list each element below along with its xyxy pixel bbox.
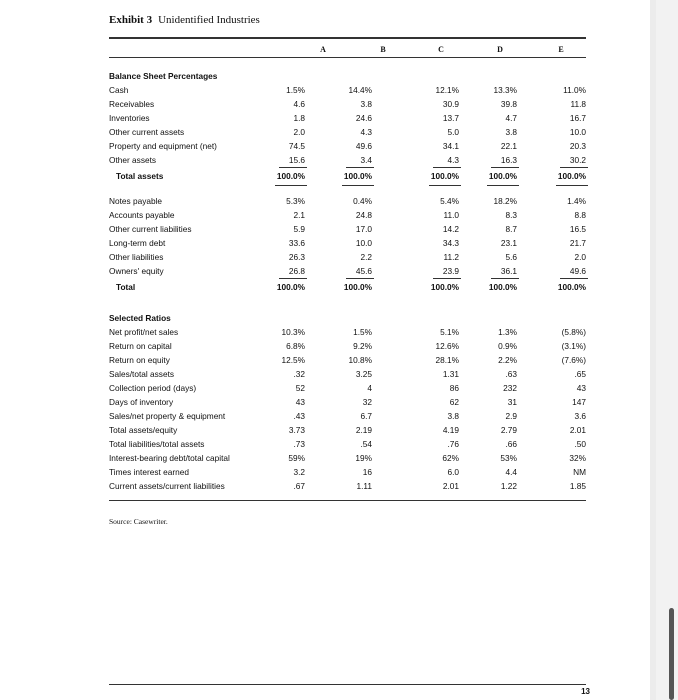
footer-rule [109,684,586,685]
page-number: 13 [581,687,590,696]
table-cell: 5.1% [440,327,459,337]
table-cell: 3.8 [360,99,372,109]
table-cell: 100.0% [488,282,517,292]
table-row [0,438,650,451]
table-row [0,126,650,139]
table-cell: 3.2 [293,467,305,477]
table-cell: 15.6 [288,155,305,165]
total-underline [275,185,307,186]
table-cell: 16.7 [569,113,586,123]
row-label: Accounts payable [109,210,175,220]
header-rule [109,57,586,58]
table-cell: 1.4% [567,196,586,206]
source-note: Source: Casewriter. [109,517,168,526]
table-cell: 43 [576,383,586,393]
table-cell: 6.7 [360,411,372,421]
table-cell: 100.0% [430,282,459,292]
table-cell: 147 [572,397,586,407]
table-row [0,466,650,479]
table-cell: 4.3 [447,155,459,165]
table-cell: .43 [293,411,305,421]
sum-underline [491,278,519,279]
table-cell: 1.5% [353,327,372,337]
table-cell: 31 [507,397,517,407]
table-cell: 2.9 [505,411,517,421]
total-underline [342,185,374,186]
row-label: Interest-bearing debt/total capital [109,453,230,463]
table-cell: 11.8 [570,99,586,109]
table-cell: 33.6 [288,238,305,248]
table-cell: 1.85 [569,481,586,491]
table-cell: 53% [500,453,517,463]
sum-underline [346,278,374,279]
row-label: Net profit/net sales [109,327,179,337]
table-cell: .66 [505,439,517,449]
row-label: Collection period (days) [109,383,197,393]
row-label: Receivables [109,99,155,109]
row-label: Return on equity [109,355,170,365]
row-label: Total liabilities/total assets [109,439,205,449]
table-cell: 74.5 [288,141,305,151]
table-cell: 3.73 [288,425,305,435]
top-rule [109,37,586,39]
table-cell: 30.2 [569,155,586,165]
table-cell: 28.1% [435,355,459,365]
table-cell: 100.0% [343,282,372,292]
column-header: C [438,45,444,54]
table-cell: 19% [355,453,372,463]
table-cell: 39.8 [500,99,517,109]
table-row [0,251,650,264]
table-cell: 14.4% [348,85,372,95]
table-cell: 2.79 [500,425,517,435]
sum-underline [560,167,588,168]
table-row [0,452,650,465]
table-cell: 5.4% [440,196,459,206]
total-underline [556,185,588,186]
row-label: Current assets/current liabilities [109,481,225,491]
table-cell: 2.2% [498,355,517,365]
table-cell: 23.1 [500,238,517,248]
table-cell: 59% [288,453,305,463]
table-cell: 45.6 [355,266,372,276]
sum-underline [491,167,519,168]
table-cell: 9.2% [353,341,372,351]
table-cell: .67 [293,481,305,491]
table-cell: 4 [367,383,372,393]
table-cell: 13.7 [442,113,459,123]
table-cell: 5.3% [286,196,305,206]
table-cell: 1.3% [498,327,517,337]
table-cell: 4.4 [505,467,517,477]
table-cell: 32% [569,453,586,463]
table-cell: 24.6 [355,113,372,123]
table-cell: .54 [360,439,372,449]
row-label: Other current liabilities [109,224,192,234]
table-cell: 2.01 [442,481,459,491]
table-cell: 12.6% [435,341,459,351]
row-label: Notes payable [109,196,163,206]
table-cell: 0.9% [498,341,517,351]
table-cell: (3.1%) [561,341,586,351]
table-row [0,396,650,409]
table-cell: 100.0% [557,171,586,181]
table-cell: 12.1% [435,85,459,95]
table-cell: 16 [362,467,372,477]
table-cell: 23.9 [442,266,459,276]
table-cell: 100.0% [276,171,305,181]
table-cell: 5.0 [447,127,459,137]
table-cell: 0.4% [353,196,372,206]
table-cell: .65 [574,369,586,379]
table-cell: 4.6 [293,99,305,109]
table-cell: 100.0% [488,171,517,181]
row-label: Long-term debt [109,238,166,248]
table-cell: 1.11 [356,481,372,491]
sum-underline [433,167,461,168]
row-label: Cash [109,85,129,95]
table-cell: 26.3 [288,252,305,262]
table-row [0,368,650,381]
table-row [0,265,650,278]
table-row [0,480,650,493]
table-row [0,98,650,111]
table-cell: 22.1 [500,141,517,151]
table-cell: .32 [293,369,305,379]
table-cell: 3.6 [574,411,586,421]
table-cell: 52 [295,383,305,393]
table-row [0,223,650,236]
table-cell: (5.8%) [561,327,586,337]
row-label: Other assets [109,155,157,165]
table-cell: .63 [505,369,517,379]
row-label: Selected Ratios [109,313,171,323]
table-cell: 16.3 [500,155,517,165]
table-cell: 2.19 [355,425,372,435]
table-row [0,424,650,437]
table-cell: 4.7 [505,113,517,123]
column-header: E [558,45,564,54]
table-cell: 1.22 [500,481,517,491]
column-header: A [320,45,326,54]
row-label: Times interest earned [109,467,189,477]
table-row [0,195,650,208]
table-cell: 8.8 [574,210,586,220]
exhibit-title: Exhibit 3 Unidentified Industries [109,14,260,26]
table-cell: 18.2% [493,196,517,206]
table-cell: 49.6 [569,266,586,276]
table-cell: 6.0 [447,467,459,477]
table-cell: 10.8% [348,355,372,365]
table-row [0,326,650,339]
row-label: Balance Sheet Percentages [109,71,218,81]
row-label: Days of inventory [109,397,174,407]
table-cell: 8.7 [505,224,517,234]
table-cell: 10.0 [355,238,372,248]
row-label: Inventories [109,113,150,123]
table-cell: 24.8 [355,210,372,220]
table-cell: 2.1 [293,210,305,220]
table-cell: 5.6 [505,252,517,262]
section-heading [0,70,650,83]
table-cell: 10.3% [281,327,305,337]
table-cell: 20.3 [569,141,586,151]
table-row [0,382,650,395]
total-row [0,170,650,183]
sum-underline [279,278,307,279]
column-header: D [497,45,503,54]
table-cell: 43 [295,397,305,407]
table-cell: 100.0% [430,171,459,181]
sum-underline [346,167,374,168]
table-cell: 11.2 [443,252,459,262]
table-cell: 4.3 [360,127,372,137]
table-cell: 62% [442,453,459,463]
sum-underline [433,278,461,279]
table-cell: 13.3% [493,85,517,95]
scrollbar-track[interactable] [656,0,678,700]
table-cell: 100.0% [557,282,586,292]
table-cell: 26.8 [288,266,305,276]
total-underline [487,185,519,186]
table-cell: 5.9 [293,224,305,234]
sum-underline [279,167,307,168]
table-cell: 86 [449,383,459,393]
table-cell: .76 [447,439,459,449]
table-cell: 232 [503,383,517,393]
row-label: Total assets [116,171,164,181]
table-cell: 6.8% [286,341,305,351]
table-cell: .50 [574,439,586,449]
table-cell: 36.1 [500,266,517,276]
table-cell: 1.5% [286,85,305,95]
table-cell: 49.6 [355,141,372,151]
table-cell: 2.2 [360,252,372,262]
section-heading [0,312,650,325]
table-cell: 14.2 [442,224,459,234]
table-cell: NM [573,467,586,477]
row-label: Total assets/equity [109,425,178,435]
row-label: Sales/net property & equipment [109,411,226,421]
table-cell: 12.5% [281,355,305,365]
table-cell: 3.4 [360,155,372,165]
table-cell: 3.8 [505,127,517,137]
table-row [0,410,650,423]
table-cell: 11.0% [563,85,586,95]
column-header: B [380,45,386,54]
table-cell: 3.25 [355,369,372,379]
row-label: Other liabilities [109,252,164,262]
table-cell: 30.9 [442,99,459,109]
total-row [0,281,650,294]
table-cell: 62 [449,397,459,407]
row-label: Owners' equity [109,266,164,276]
table-cell: 8.3 [505,210,517,220]
table-cell: 16.5 [569,224,586,234]
bottom-rule [109,500,586,501]
table-row [0,340,650,353]
table-row [0,237,650,250]
table-row [0,112,650,125]
row-label: Other current assets [109,127,185,137]
table-cell: 32 [362,397,372,407]
table-cell: 10.0 [569,127,586,137]
row-label: Property and equipment (net) [109,141,217,151]
scrollbar-thumb[interactable] [669,608,674,700]
table-cell: 2.0 [293,127,305,137]
table-cell: 34.3 [442,238,459,248]
table-cell: 3.8 [447,411,459,421]
table-cell: 34.1 [442,141,459,151]
table-cell: 100.0% [343,171,372,181]
table-row [0,209,650,222]
table-cell: 1.8 [293,113,305,123]
table-cell: 1.31 [442,369,459,379]
table-cell: (7.6%) [561,355,586,365]
row-label: Sales/total assets [109,369,175,379]
sum-underline [560,278,588,279]
table-row [0,84,650,97]
table-cell: 2.0 [574,252,586,262]
total-underline [429,185,461,186]
table-cell: 2.01 [569,425,586,435]
table-row [0,140,650,153]
table-cell: 100.0% [276,282,305,292]
row-label: Total [116,282,136,292]
table-cell: 17.0 [355,224,372,234]
table-cell: 11.0 [443,210,459,220]
table-cell: 21.7 [569,238,586,248]
table-cell: .73 [293,439,305,449]
table-cell: 4.19 [442,425,459,435]
table-row [0,154,650,167]
table-row [0,354,650,367]
row-label: Return on capital [109,341,172,351]
